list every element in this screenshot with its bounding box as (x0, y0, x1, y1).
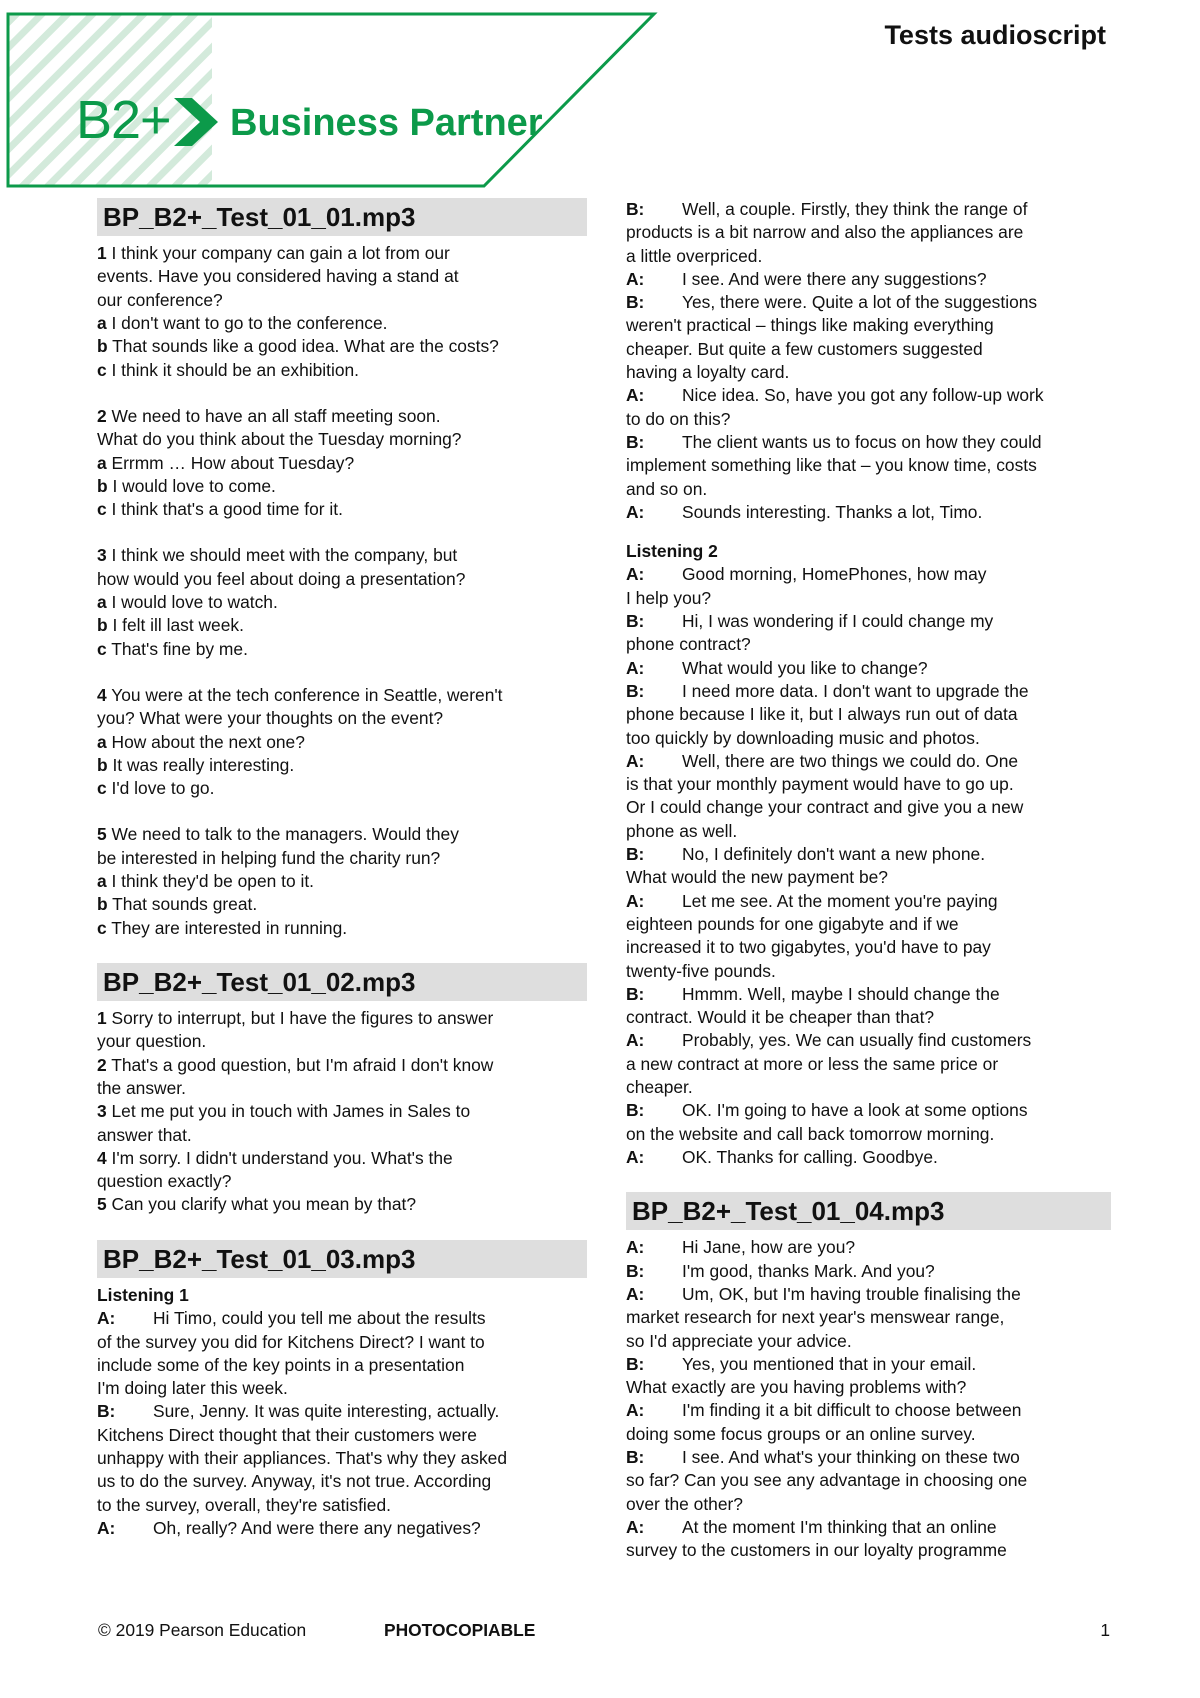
copyright: © 2019 Pearson Education (98, 1620, 307, 1640)
answer-option: a I don't want to go to the conference. (97, 313, 388, 334)
answer-option: b I felt ill last week. (97, 615, 244, 636)
dialogue-line: on the website and call back tomorrow morning. (626, 1123, 995, 1144)
section-title: BP_B2+_Test_01_02.mp3 (97, 963, 587, 1001)
list-item-line: the answer. (97, 1077, 186, 1098)
question-line: 1 I think your company can gain a lot from our (97, 243, 450, 264)
dialogue-line: What would the new payment be? (626, 867, 888, 888)
dialogue-line: weren't practical – things like making everything (626, 315, 994, 336)
dialogue-line: contract. Would it be cheaper than that? (626, 1007, 935, 1028)
answer-option: a How about the next one? (97, 731, 305, 752)
list-item-line: question exactly? (97, 1171, 232, 1192)
section-title: BP_B2+_Test_01_01.mp3 (97, 198, 587, 236)
dialogue-line: A: Well, there are two things we could do. One (626, 750, 1019, 771)
question-line: events. Have you considered having a stand at (97, 266, 459, 287)
answer-option: a I would love to watch. (97, 592, 278, 613)
question-line: What do you think about the Tuesday morning? (97, 429, 462, 450)
answer-option: b It was really interesting. (97, 754, 295, 775)
answer-option: a I think they'd be open to it. (97, 871, 314, 892)
document-title: Tests audioscript (884, 20, 1106, 50)
dialogue-line: B: No, I definitely don't want a new phone. (626, 844, 986, 865)
answer-option: c I'd love to go. (97, 778, 215, 799)
dialogue-line: of the survey you did for Kitchens Direct? I want to (97, 1331, 485, 1352)
dialogue-line: survey to the customers in our loyalty programme (626, 1540, 1007, 1561)
dialogue-line: A: Good morning, HomePhones, how may (626, 564, 987, 585)
dialogue-line: twenty-five pounds. (626, 960, 776, 981)
dialogue-line: increased it to two gigabytes, you'd have to pay (626, 937, 991, 958)
dialogue-line: A: At the moment I'm thinking that an online (626, 1516, 997, 1537)
dialogue-line: What exactly are you having problems with? (626, 1377, 967, 1398)
dialogue-line: A: Sounds interesting. Thanks a lot, Timo. (626, 501, 983, 522)
dialogue-line: a little overpriced. (626, 245, 763, 266)
answer-option: c I think that's a good time for it. (97, 499, 343, 520)
business-partner-logo-banner (0, 0, 660, 195)
dialogue-line: Or I could change your contract and give you a new (626, 797, 1024, 818)
dialogue-line: to do on this? (626, 408, 731, 429)
answer-option: c That's fine by me. (97, 638, 248, 659)
subheading: Listening 2 (626, 541, 718, 562)
answer-option: b I would love to come. (97, 475, 276, 496)
list-item: 2 That's a good question, but I'm afraid I don't know (97, 1054, 494, 1075)
dialogue-line: B: Yes, there were. Quite a lot of the suggestions (626, 292, 1038, 313)
question-line: you? What were your thoughts on the event? (97, 708, 444, 729)
dialogue-line: phone as well. (626, 820, 738, 841)
dialogue-line: B: The client wants us to focus on how they could (626, 431, 1042, 452)
dialogue-line: doing some focus groups or an online survey. (626, 1423, 976, 1444)
dialogue-line: cheaper. But quite a few customers suggested (626, 338, 983, 359)
dialogue-line: B: OK. I'm going to have a look at some options (626, 1100, 1028, 1121)
dialogue-line: Kitchens Direct thought that their customers were (97, 1424, 477, 1445)
list-item: 1 Sorry to interrupt, but I have the figures to answer (97, 1008, 494, 1029)
dialogue-line: A: OK. Thanks for calling. Goodbye. (626, 1146, 938, 1167)
left-column (97, 198, 587, 1540)
answer-option: a Errmm … How about Tuesday? (97, 452, 355, 473)
subheading: Listening 1 (97, 1284, 189, 1305)
right-column (626, 198, 1111, 1563)
dialogue-line: implement something like that – you know time, costs (626, 455, 1037, 476)
question-line: 5 We need to talk to the managers. Would they (97, 824, 459, 845)
dialogue-line: unhappy with their appliances. That's why they asked (97, 1448, 507, 1469)
answer-option: c They are interested in running. (97, 917, 348, 938)
dialogue-line: A: I'm finding it a bit difficult to choose between (626, 1400, 1022, 1421)
question-line: 2 We need to have an all staff meeting soon. (97, 405, 441, 426)
section-title: BP_B2+_Test_01_04.mp3 (626, 1192, 1111, 1230)
question-line: 3 I think we should meet with the company, but (97, 545, 458, 566)
dialogue-line: B: Well, a couple. Firstly, they think the range of (626, 199, 1028, 219)
answer-option: b That sounds like a good idea. What are the costs? (97, 336, 499, 357)
dialogue-line: B: Hi, I was wondering if I could change my (626, 611, 994, 632)
dialogue-line: to the survey, overall, they're satisfied. (97, 1494, 391, 1515)
dialogue-line: market research for next year's menswear range, (626, 1307, 1005, 1328)
dialogue-line: eighteen pounds for one gigabyte and if we (626, 913, 959, 934)
dialogue-line: A: Um, OK, but I'm having trouble finalising the (626, 1283, 1021, 1304)
logo-name: Business Partner (230, 102, 543, 144)
question-line: our conference? (97, 289, 223, 310)
question-line: be interested in helping fund the charity run? (97, 847, 441, 868)
dialogue-line: cheaper. (626, 1076, 693, 1097)
dialogue-line: A: Let me see. At the moment you're paying (626, 890, 998, 911)
photocopiable-label: PHOTOCOPIABLE (384, 1620, 536, 1640)
dialogue-line: phone contract? (626, 634, 751, 655)
dialogue-line: A: I see. And were there any suggestions? (626, 268, 987, 289)
dialogue-line: B: Sure, Jenny. It was quite interesting, actually. (97, 1401, 500, 1422)
question-line: 4 You were at the tech conference in Seattle, weren't (97, 684, 503, 705)
dialogue-line: B: I'm good, thanks Mark. And you? (626, 1260, 935, 1281)
logo-level: B2+ (76, 90, 171, 150)
dialogue-line: include some of the key points in a presentation (97, 1354, 465, 1375)
dialogue-line: A: Probably, yes. We can usually find customers (626, 1030, 1032, 1051)
dialogue-line: A: Hi Jane, how are you? (626, 1237, 856, 1258)
list-item-line: answer that. (97, 1124, 192, 1145)
dialogue-line: B: Hmmm. Well, maybe I should change the (626, 983, 1000, 1004)
dialogue-line: is that your monthly payment would have to go up. (626, 774, 1014, 795)
dialogue-line: too quickly by downloading music and photos. (626, 727, 980, 748)
dialogue-line: I'm doing later this week. (97, 1378, 288, 1399)
dialogue-line: and so on. (626, 478, 708, 499)
list-item: 4 I'm sorry. I didn't understand you. What's the (97, 1147, 453, 1168)
page-number: 1 (1100, 1620, 1110, 1640)
question-line: how would you feel about doing a presentation? (97, 568, 466, 589)
list-item: 5 Can you clarify what you mean by that? (97, 1194, 417, 1215)
answer-option: b That sounds great. (97, 894, 258, 915)
dialogue-line: having a loyalty card. (626, 362, 790, 383)
dialogue-line: so far? Can you see any advantage in choosing one (626, 1470, 1028, 1491)
list-item: 3 Let me put you in touch with James in Sales to (97, 1101, 471, 1122)
section-title: BP_B2+_Test_01_03.mp3 (97, 1240, 587, 1278)
dialogue-line: B: I see. And what's your thinking on these two (626, 1447, 1020, 1468)
dialogue-line: A: Hi Timo, could you tell me about the results (97, 1308, 486, 1329)
dialogue-line: us to do the survey. Anyway, it's not true. According (97, 1471, 492, 1492)
list-item-line: your question. (97, 1031, 207, 1052)
answer-option: c I think it should be an exhibition. (97, 359, 360, 380)
dialogue-line: over the other? (626, 1493, 743, 1514)
dialogue-line: A: What would you like to change? (626, 657, 928, 678)
dialogue-line: a new contract at more or less the same price or (626, 1053, 999, 1074)
dialogue-line: B: I need more data. I don't want to upgrade the (626, 680, 1029, 701)
dialogue-line: products is a bit narrow and also the appliances are (626, 222, 1024, 243)
dialogue-line: I help you? (626, 587, 712, 608)
dialogue-line: B: Yes, you mentioned that in your email. (626, 1353, 977, 1374)
dialogue-line: A: Oh, really? And were there any negatives? (97, 1517, 481, 1538)
dialogue-line: phone because I like it, but I always run out of data (626, 704, 1018, 725)
dialogue-line: A: Nice idea. So, have you got any follow-up work (626, 385, 1044, 406)
dialogue-line: so I'd appreciate your advice. (626, 1330, 852, 1351)
